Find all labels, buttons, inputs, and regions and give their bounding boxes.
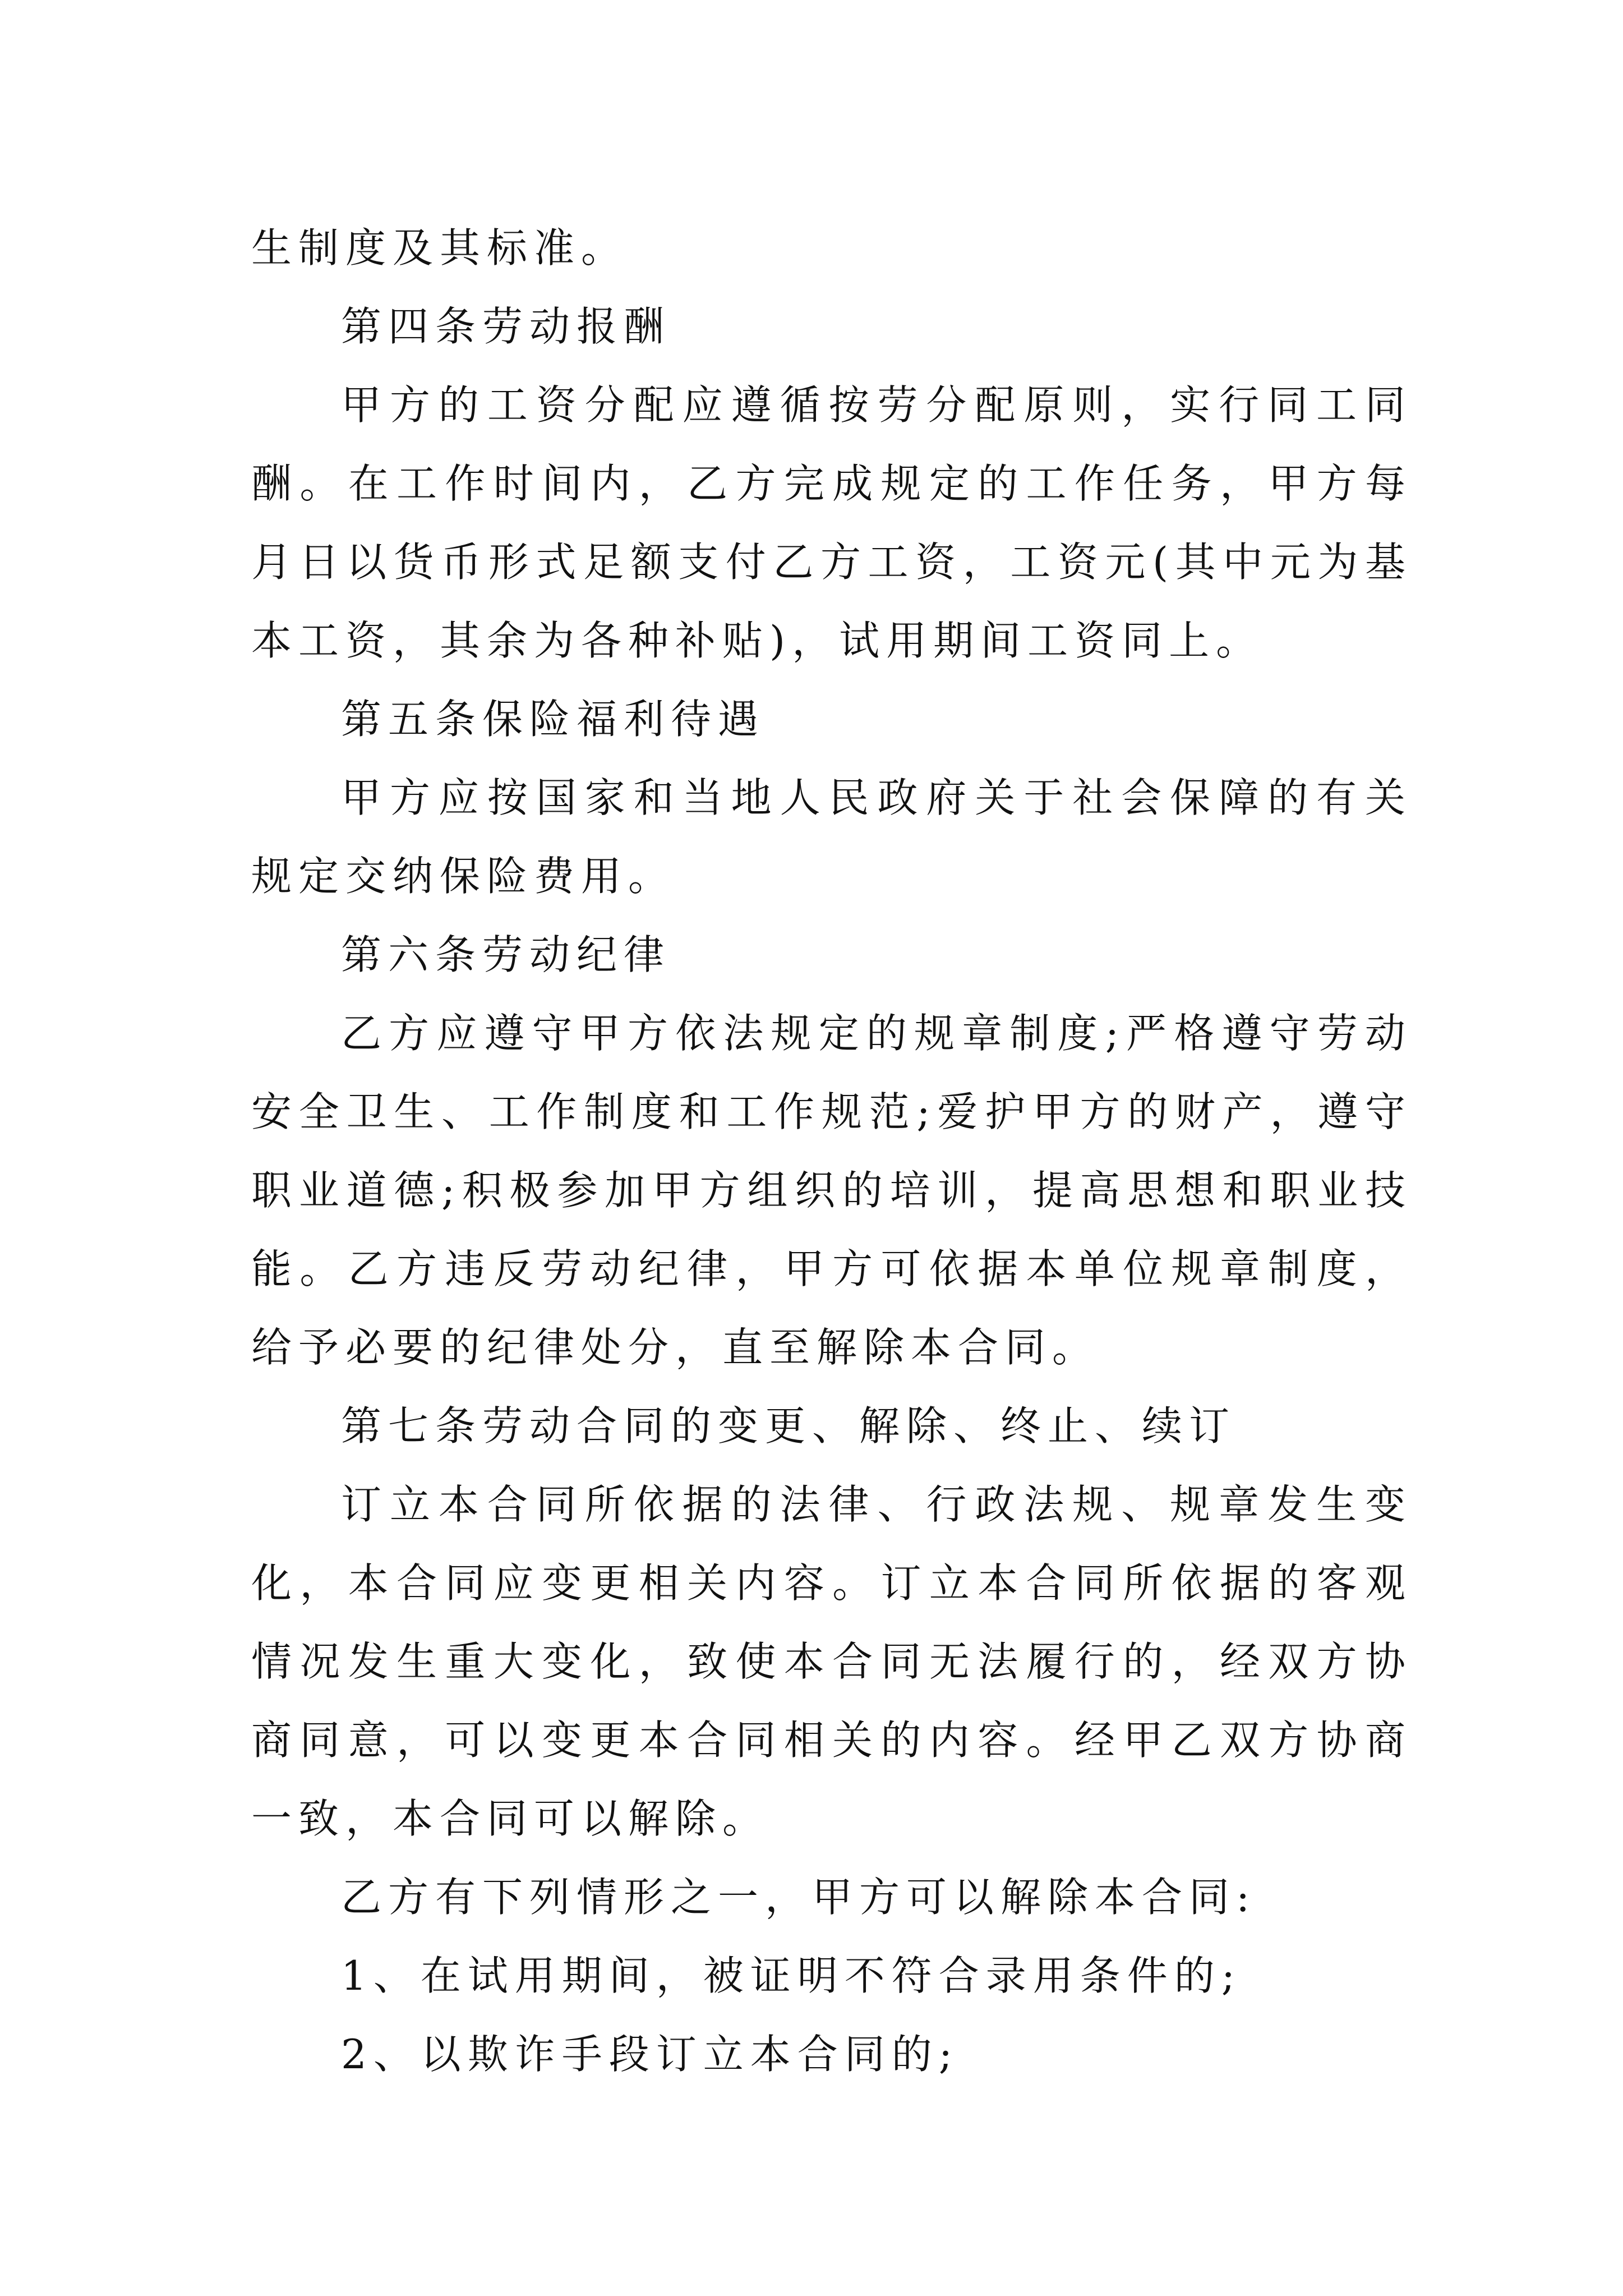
contract-text-column <box>251 209 1412 2093</box>
article-5-body: 甲方应按国家和当地人民政府关于社会保障的有关规定交纳保险费用。 <box>251 774 1412 900</box>
article-6-body: 乙方应遵守甲方依法规定的规章制度;严格遵守劳动安全卫生、工作制度和工作规范;爱护甲方的财产，遵守职业道德;积极参加甲方组织的培训，提高思想和职业技能。乙方违反劳动纪律，甲方可依据本单位规章制度，给予必要的纪律处分，直至解除本合同。 <box>251 1010 1412 1371</box>
termination-intro: 乙方有下列情形之一，甲方可以解除本合同: <box>341 1874 1257 1921</box>
article-7-body: 订立本合同所依据的法律、行政法规、规章发生变化，本合同应变更相关内容。订立本合同所依据的客观情况发生重大变化，致使本合同无法履行的，经双方协商同意，可以变更本合同相关的内容。经甲乙双方协商一致，本合同可以解除。 <box>251 1481 1412 1842</box>
article-5-heading: 第五条保险福利待遇 <box>341 696 766 743</box>
article-4-body: 甲方的工资分配应遵循按劳分配原则，实行同工同酬。在工作时间内，乙方完成规定的工作任务，甲方每月日以货币形式足额支付乙方工资，工资元(其中元为基本工资，其余为各种补贴)，试用期间工资同上。 <box>251 381 1412 664</box>
termination-item-2: 2、以欺诈手段订立本合同的; <box>341 2031 960 2078</box>
article-6-heading: 第六条劳动纪律 <box>341 931 671 978</box>
termination-item-1: 1、在试用期间，被证明不符合录用条件的; <box>341 1952 1242 1999</box>
paragraph-continuation: 生制度及其标准。 <box>251 224 629 272</box>
article-7-heading: 第七条劳动合同的变更、解除、终止、续订 <box>341 1402 1237 1450</box>
article-4-heading: 第四条劳动报酬 <box>341 303 671 350</box>
